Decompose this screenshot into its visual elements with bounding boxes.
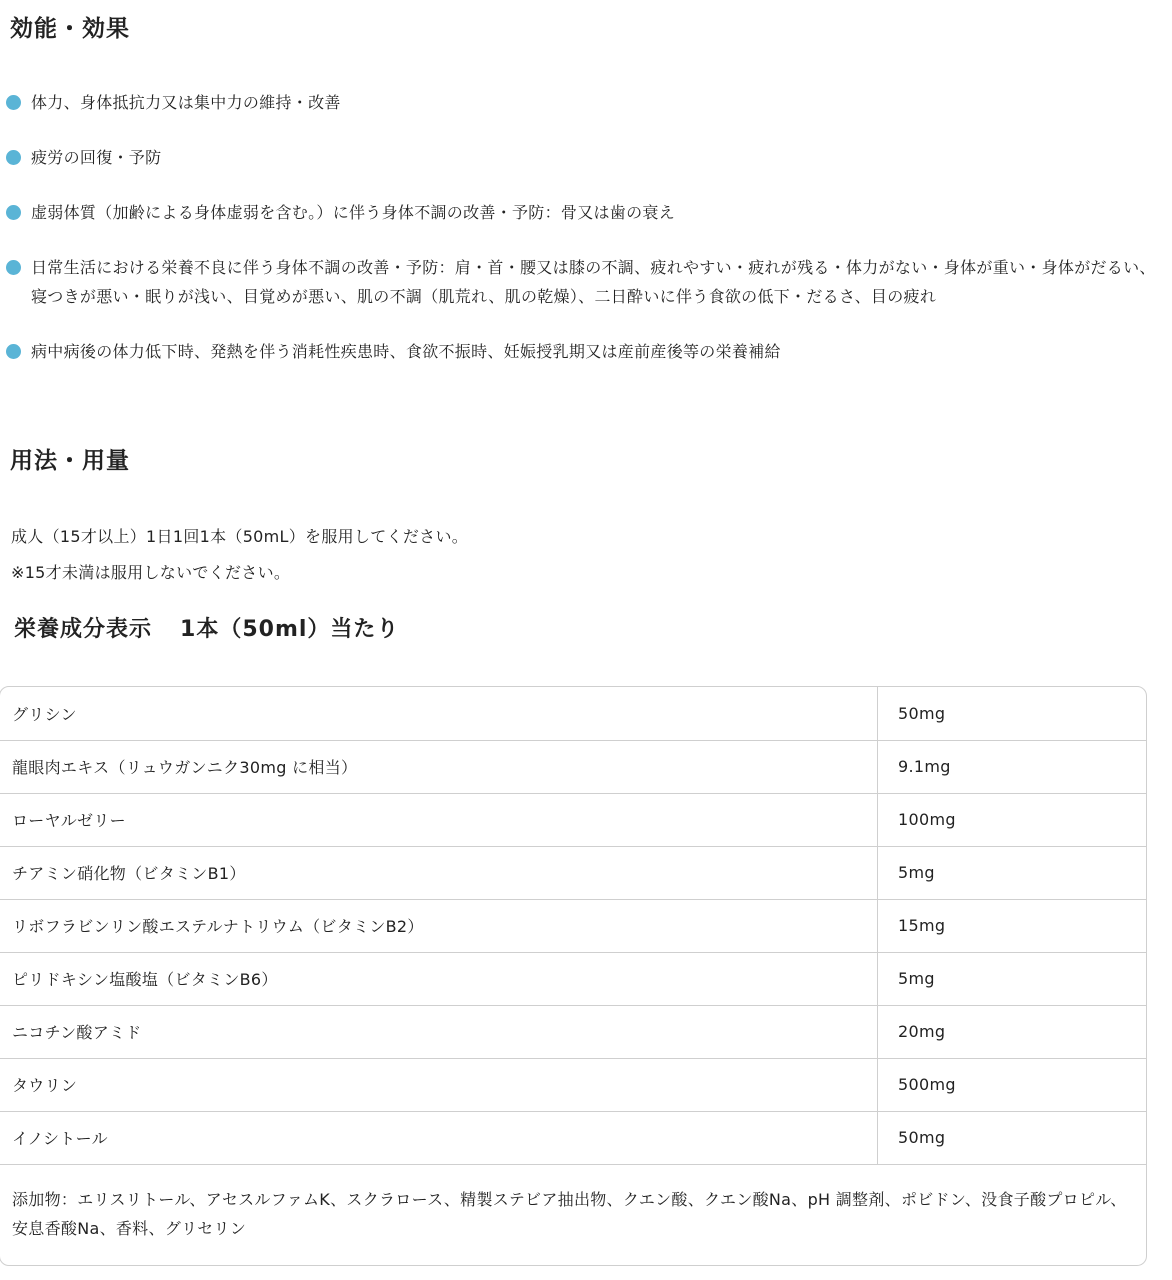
efficacy-list: [6, 88, 1166, 392]
bullet-dot-icon: [6, 205, 21, 220]
ingredient-amount: 500mg: [878, 1058, 1147, 1111]
efficacy-item: 病中病後の体力低下時、発熱を伴う消耗性疾患時、食欲不振時、妊娠授乳期又は産前産後等の栄養補給: [6, 337, 1166, 366]
ingredient-name: ニコチン酸アミド: [0, 1005, 878, 1058]
table-row: [0, 793, 1146, 846]
ingredient-amount: 9.1mg: [878, 740, 1147, 793]
usage-text: [11, 519, 468, 591]
nutrition-title: [14, 612, 399, 643]
table-row: [0, 952, 1146, 1005]
usage-line: 成人（15才以上）1日1回1本（50mL）を服用してください。: [11, 527, 469, 546]
table-row: [0, 1058, 1146, 1111]
efficacy-item: 疲労の回復・予防: [6, 143, 1166, 172]
table-row: [0, 899, 1146, 952]
ingredient-amount: 20mg: [878, 1005, 1147, 1058]
ingredient-name: イノシトール: [0, 1111, 878, 1164]
efficacy-heading: 効能・効果: [10, 16, 130, 42]
table-row: [0, 846, 1146, 899]
ingredient-name: ピリドキシン塩酸塩（ビタミンB6）: [0, 952, 878, 1005]
bullet-dot-icon: [6, 95, 21, 110]
ingredient-amount: 100mg: [878, 793, 1147, 846]
additives-text: 添加物：エリスリトール、アセスルファムK、スクラロース、精製ステビア抽出物、クエン酸、クエン酸Na、pH 調整剤、ポビドン、没食子酸プロピル、安息香酸Na、香料、グリセリン: [12, 1189, 1127, 1238]
nutrition-title-sub: 1本（50ml）当たり: [180, 617, 400, 642]
nutrition-title-main: 栄養成分表示: [14, 617, 153, 642]
table-row: [0, 740, 1146, 793]
table-row: [0, 687, 1146, 740]
table-row: [0, 1111, 1146, 1164]
efficacy-item: 日常生活における栄養不良に伴う身体不調の改善・予防：肩・首・腰又は膝の不調、疲れやすい・疲れが残る・体力がない・身体が重い・身体がだるい、寝つきが悪い・眠りが浅い、目覚めが悪い、肌の不調（肌荒れ、肌の乾燥）、二日酔いに伴う食欲の低下・だるさ、目の疲れ: [6, 253, 1166, 311]
table-row: [0, 1005, 1146, 1058]
ingredient-amount: 15mg: [878, 899, 1147, 952]
bullet-dot-icon: [6, 260, 21, 275]
usage-heading: 用法・用量: [10, 448, 130, 474]
ingredient-name: グリシン: [0, 687, 878, 740]
ingredient-amount: 5mg: [878, 952, 1147, 1005]
ingredient-name: チアミン硝化物（ビタミンB1）: [0, 846, 878, 899]
nutrition-table: [0, 686, 1147, 1266]
ingredient-name: タウリン: [0, 1058, 878, 1111]
bullet-dot-icon: [6, 150, 21, 165]
ingredient-amount: 50mg: [878, 687, 1147, 740]
bullet-dot-icon: [6, 344, 21, 359]
efficacy-item: 虚弱体質（加齢による身体虚弱を含む。）に伴う身体不調の改善・予防：骨又は歯の衰え: [6, 198, 1166, 227]
ingredient-name: 龍眼肉エキス（リュウガンニク30mg に相当）: [0, 740, 878, 793]
ingredient-name: ローヤルゼリー: [0, 793, 878, 846]
usage-note: ※15才未満は服用しないでください。: [11, 563, 291, 582]
ingredient-name: リボフラビンリン酸エステルナトリウム（ビタミンB2）: [0, 899, 878, 952]
efficacy-item: 体力、身体抵抗力又は集中力の維持・改善: [6, 88, 1166, 117]
ingredient-amount: 5mg: [878, 846, 1147, 899]
ingredient-amount: 50mg: [878, 1111, 1147, 1164]
